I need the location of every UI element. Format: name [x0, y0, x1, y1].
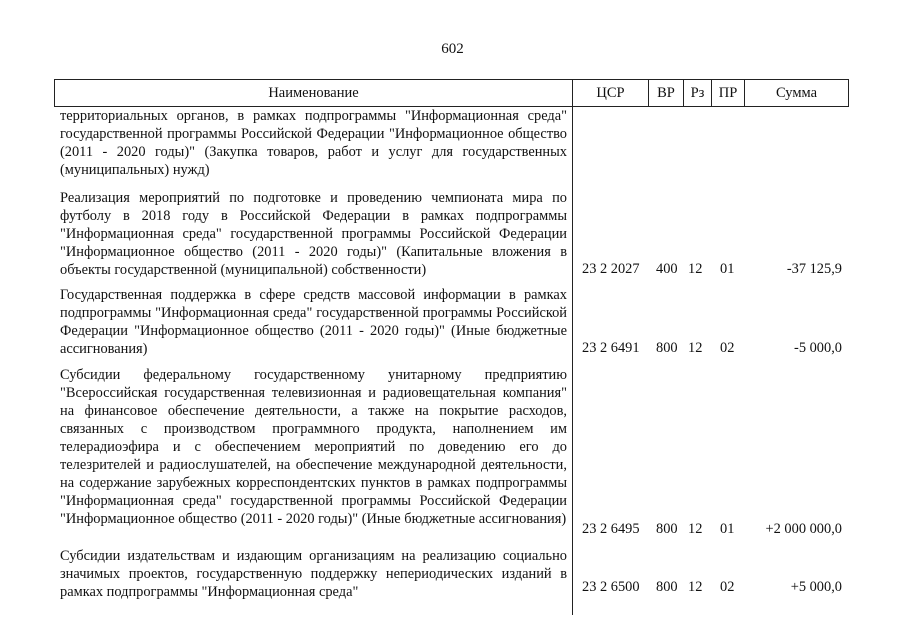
- row-vr: 800: [656, 521, 678, 537]
- row-rz: 12: [688, 261, 703, 277]
- row-sum: +2 000 000,0: [765, 521, 842, 537]
- row-description: Реализация мероприятий по подготовке и проведению чемпионата мира по футболу в 2018 году в Российской Федерации в рамках подпрограммы "Информационная среда" государственной программы Российской Федерации "Информационное общество (2011 - 2020 годы)" (Капитальные вложения в объекты государственной (муниципальной) собственности): [60, 190, 567, 278]
- row-sum: -5 000,0: [794, 340, 842, 356]
- row-rz: 12: [688, 579, 703, 595]
- header-sum: Сумма: [775, 85, 818, 101]
- row-pr: 02: [720, 340, 735, 356]
- row-description: Субсидии издательствам и издающим организациям на реализацию социально значимых проектов, государственную поддержку непериодических изданий в рамках подпрограммы "Информационная среда": [60, 548, 567, 600]
- row-rz: 12: [688, 521, 703, 537]
- page-number: 602: [441, 41, 464, 57]
- row-vr: 800: [656, 340, 678, 356]
- row-description: территориальных органов, в рамках подпрограммы "Информационная среда" государственной программы Российской Федерации "Информационное общество (2011 - 2020 годы)" (Закупка товаров, работ и услуг для государственных (муниципальных) нужд): [60, 108, 567, 178]
- row-csr: 23 2 2027: [582, 261, 640, 277]
- row-csr: 23 2 6495: [582, 521, 640, 537]
- header-rz: Рз: [690, 85, 705, 101]
- header-csr: ЦСР: [596, 85, 625, 101]
- header-name: Наименование: [268, 85, 359, 101]
- row-sum: +5 000,0: [790, 579, 842, 595]
- row-pr: 01: [720, 521, 735, 537]
- row-pr: 01: [720, 261, 735, 277]
- row-rz: 12: [688, 340, 703, 356]
- row-vr: 800: [656, 579, 678, 595]
- row-vr: 400: [656, 261, 678, 277]
- header-top-rule: [54, 79, 849, 80]
- row-csr: 23 2 6500: [582, 579, 640, 595]
- header-pr: ПР: [718, 85, 738, 101]
- row-csr: 23 2 6491: [582, 340, 640, 356]
- row-pr: 02: [720, 579, 735, 595]
- row-sum: -37 125,9: [786, 261, 842, 277]
- row-description: Субсидии федеральному государственному унитарному предприятию "Всероссийская государственная телевизионная и радиовещательная компания" на финансовое обеспечение деятельности, а также на покрытие расходов, связанных с производством программного продукта, наполнением им телерадиоэфира и с обеспечением мероприятий по доведению его до телезрителей и радиослушателей, на обеспечение международной деятельности, на содержание зарубежных корреспондентских пунктов в рамках подпрограммы "Информационная среда" государственной программы Российской Федерации "Информационное общество (2011 - 2020 годы)" (Иные бюджетные ассигнования): [60, 367, 567, 527]
- border-right: [848, 79, 849, 107]
- header-vr: ВР: [657, 85, 675, 101]
- row-description: Государственная поддержка в сфере средств массовой информации в рамках подпрограммы "Информационная среда" государственной программы Российской Федерации "Информационное общество (2011 - 2020 годы)" (Иные бюджетные ассигнования): [60, 287, 567, 357]
- border-name-csr: [572, 79, 573, 615]
